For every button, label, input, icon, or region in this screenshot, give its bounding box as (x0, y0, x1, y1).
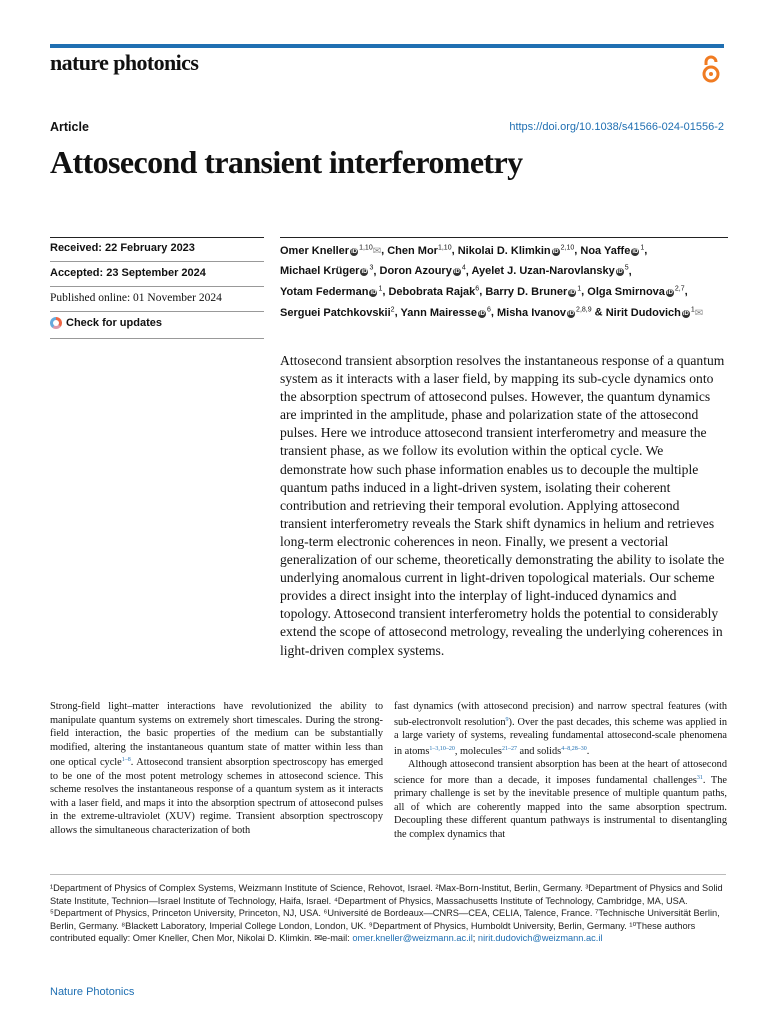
author[interactable] (380, 265, 466, 277)
author[interactable] (587, 286, 684, 298)
orcid-icon[interactable]: iD (569, 289, 576, 296)
divider (50, 338, 264, 339)
published-date: Published online: 01 November 2024 (50, 292, 222, 304)
divider (50, 261, 264, 262)
check-updates-label: Check for updates (66, 317, 162, 329)
paragraph: Strong-field light–matter interactions have revolutionized the ability to manipulate quantum systems on extremely short timescales. During the strong-field interaction, the basic properties of the medium can be substantially modified, altering the instantaneous quantum state of matter within less than one optical cycle$^{1-8}$. Attosecond transient absorption spectroscopy has emerged to be one of the most potent metrology schemes in attosecond science. This scheme resolves the instantaneous response of a quantum system as it interacts with a laser field, and maps it into the absorption spectrum of attosecond pulses in the extreme-ultraviolet (XUV) regime. Transient absorption spectroscopy allows the simultaneous characterization of both (50, 701, 384, 836)
orcid-icon[interactable]: iD (666, 289, 673, 296)
author[interactable] (401, 307, 491, 319)
affiliation-marker: 1 (640, 244, 645, 251)
citation-link[interactable]: 1–3,10–20 (429, 745, 455, 752)
orcid-icon[interactable]: iD (682, 310, 689, 317)
citation-link[interactable]: 4–8,28–30 (561, 745, 587, 752)
citation-link[interactable]: 21–27 (501, 745, 517, 752)
body-column-right (394, 700, 727, 841)
affiliation-marker: 2,8,9 (576, 305, 592, 313)
author[interactable] (280, 307, 395, 319)
orcid-icon[interactable]: iD (361, 269, 368, 276)
email-link[interactable]: omer.kneller@weizmann.ac.il (352, 933, 473, 943)
author-name: Barry D. Bruner (485, 285, 568, 298)
journal-name[interactable]: nature photonics (50, 50, 199, 75)
author-name: Chen Mor (387, 244, 438, 257)
orcid-icon[interactable]: iD (616, 269, 623, 276)
author-name: Misha Ivanov (496, 306, 567, 319)
author-name: Doron Azoury (379, 265, 452, 278)
email-icon[interactable]: ✉ (694, 307, 704, 319)
email-icon[interactable]: ✉ (372, 245, 382, 257)
author-name: Omer Kneller (280, 244, 350, 257)
orcid-icon[interactable]: iD (568, 310, 575, 317)
orcid-icon[interactable]: iD (552, 248, 559, 255)
affiliation-marker: 1 (378, 285, 383, 293)
doi-link[interactable]: https://doi.org/10.1038/s41566-024-01556-2 (509, 121, 724, 133)
author[interactable] (388, 286, 479, 298)
received-date: Received: 22 February 2023 (50, 242, 195, 254)
author[interactable] (280, 245, 381, 257)
orcid-icon[interactable]: iD (370, 289, 377, 296)
author[interactable] (458, 245, 575, 257)
footer-journal: Nature Photonics (50, 986, 135, 998)
check-updates-icon (50, 317, 62, 329)
author[interactable] (497, 307, 592, 319)
author-name: Nikolai D. Klimkin (457, 244, 551, 257)
divider (280, 237, 728, 238)
article-title: Attosecond transient interferometry (50, 144, 523, 180)
header-rule (50, 44, 724, 48)
affiliation-marker: 1 (577, 285, 582, 293)
orcid-icon[interactable]: iD (351, 248, 358, 255)
affiliation-marker: 2 (390, 305, 395, 313)
divider (50, 286, 264, 287)
citation-link[interactable]: 1–8 (121, 757, 131, 763)
author[interactable] (606, 307, 703, 319)
affiliations: ¹Department of Physics of Complex Systems, Weizmann Institute of Science, Rehovot, Israel. ²Max-Born-Institut, Berlin, Germany. ³Department of Physics and Solid State Institute, Technion—Israel Institute of Technology, Haifa, Israel. ⁴Department of Physics, Massachusetts Institute of Technology, Cambridge, MA, USA. ⁵Department of Physics, Princeton University, Princeton, NJ, USA. ⁶Université de Bordeaux—CNRS—CEA, CELIA, Talence, France. ⁷Technische Universität Berlin, Berlin, Germany. ⁸Blackett Laboratory, Imperial College London, London, UK. ⁹Department of Physics, Humboldt University, Berlin, Germany. ¹⁰These authors contributed equally: Omer Kneller, Chen Mor, Nikolai D. Klimkin. ✉e-mail: omer.kneller@weizmann.ac.il; nirit.dudovich@weizmann.ac.il (50, 883, 723, 943)
author-name: Yann Mairesse (400, 306, 477, 319)
author-name: Noa Yaffe (580, 244, 631, 257)
paragraph: Although attosecond transient absorption has been at the heart of attosecond science for more than a decade, it imposes fundamental challenges$^{31}$. The primary challenge is set by the inevitable presence of multiple quantum paths, all of which are coherently mapped into the same absorption spectrum. Decoupling these different quantum pathways is instrumental to disentangling the complex dynamics that (394, 759, 727, 840)
author-name: Serguei Patchkovskii (280, 306, 391, 319)
affiliation-marker: 2,10 (560, 244, 575, 251)
divider (50, 311, 264, 312)
author-name: Olga Smirnova (587, 285, 665, 298)
author-list: Omer Kneller iD$^{1,10}$✉, Chen Mor$^{1,10}$, Nikolai D. Klimkin iD$^{2,10}$, Noa Yaffe $iD^1$, Michael Krüger $iD^3$, Doron Azoury $iD^4$, Ayelet J. Uzan-Narovlansky $iD^5$, Yotam Federman $iD^1$, Debobrata Rajak$^6$, Barry D. Bruner $iD^1$, Olga Smirnova iD$^{2,7}$, Serguei Patchkovskii$^2$, Yann Mairesse $iD^6$, Misha Ivanov iD$^{2,8,9}$ & Nirit Dudovich $iD^1✉$ (280, 244, 704, 319)
author-name: Nirit Dudovich (605, 306, 681, 319)
orcid-icon[interactable]: iD (478, 310, 485, 317)
author[interactable] (485, 286, 581, 298)
affiliation-marker: 3 (369, 264, 374, 272)
check-updates-button[interactable] (50, 317, 162, 329)
author-name: Debobrata Rajak (388, 285, 476, 298)
author[interactable] (280, 265, 373, 277)
author[interactable] (580, 245, 644, 257)
email-link[interactable]: nirit.dudovich@weizmann.ac.il (477, 933, 603, 943)
article-type: Article (50, 120, 89, 134)
affiliation-marker: 1,10 (359, 244, 373, 251)
author-name: Michael Krüger (280, 265, 360, 278)
author[interactable] (280, 286, 382, 298)
author[interactable] (387, 245, 451, 257)
accepted-date: Accepted: 23 September 2024 (50, 267, 206, 279)
affiliation-marker: 2,7 (674, 285, 685, 293)
orcid-icon[interactable]: iD (453, 269, 460, 276)
affiliation-marker: 6 (486, 305, 491, 313)
paragraph: fast dynamics (with attosecond precision) and narrow spectral features (with sub-electronvolt resolution$^9$). Over the past decades, this scheme was applied in a large variety of systems, revealing fundamental attosecond-scale phenomena in atoms$^{1-3,10-20}$, molecules$^{21-27}$ and solids$^{4-8,28-30}$. (394, 701, 728, 757)
author[interactable] (471, 265, 628, 277)
orcid-icon[interactable]: iD (632, 248, 639, 255)
affiliation-marker: 1 (690, 305, 695, 313)
open-access-icon[interactable] (698, 54, 724, 84)
affiliation-marker: 5 (624, 264, 629, 272)
abstract: Attosecond transient absorption resolves the instantaneous response of a quantum system as it interacts with a laser field, by mapping its sub-cycle dynamics onto the absorption spectrum of attosecond pulses. However, the quantum dynamics are imprinted in the amplitude, phase and polarization state of the attosecond pulses. Here we introduce attosecond transient interferometry and measure the transient phase, as we follow its evolution within the optical cycle. We demonstrate how such phase information enables us to decouple the multiple quantum paths induced in a light-driven system, isolating their coherent contribution and retrieving their temporal evolution. Applying attosecond transient interferometry reveals the Stark shift dynamics in helium and retrieves long-term electronic coherences in neon. Finally, we present a vectorial generalization of our scheme, theoretically demonstrating the ability to isolate the underlying anomalous current in light-driven topological materials. Our scheme provides a direct insight into the interplay of light-induced dynamics and topology. Attosecond transient interferometry holds the potential to considerably extend the scope of attosecond metrology, revealing the underlying coherences in light-driven complex systems. (280, 353, 725, 658)
affiliation-marker: 4 (461, 264, 466, 272)
affiliation-marker: 6 (475, 285, 480, 293)
citation-link[interactable]: 31 (696, 774, 703, 781)
author-name: Ayelet J. Uzan-Narovlansky (471, 265, 615, 278)
divider (50, 237, 264, 238)
footnote-divider (50, 874, 726, 875)
citation-link[interactable]: 9 (505, 716, 509, 723)
affiliation-marker: 1,10 (437, 244, 452, 251)
author-name: Yotam Federman (280, 285, 369, 298)
body-column-left (50, 700, 383, 837)
